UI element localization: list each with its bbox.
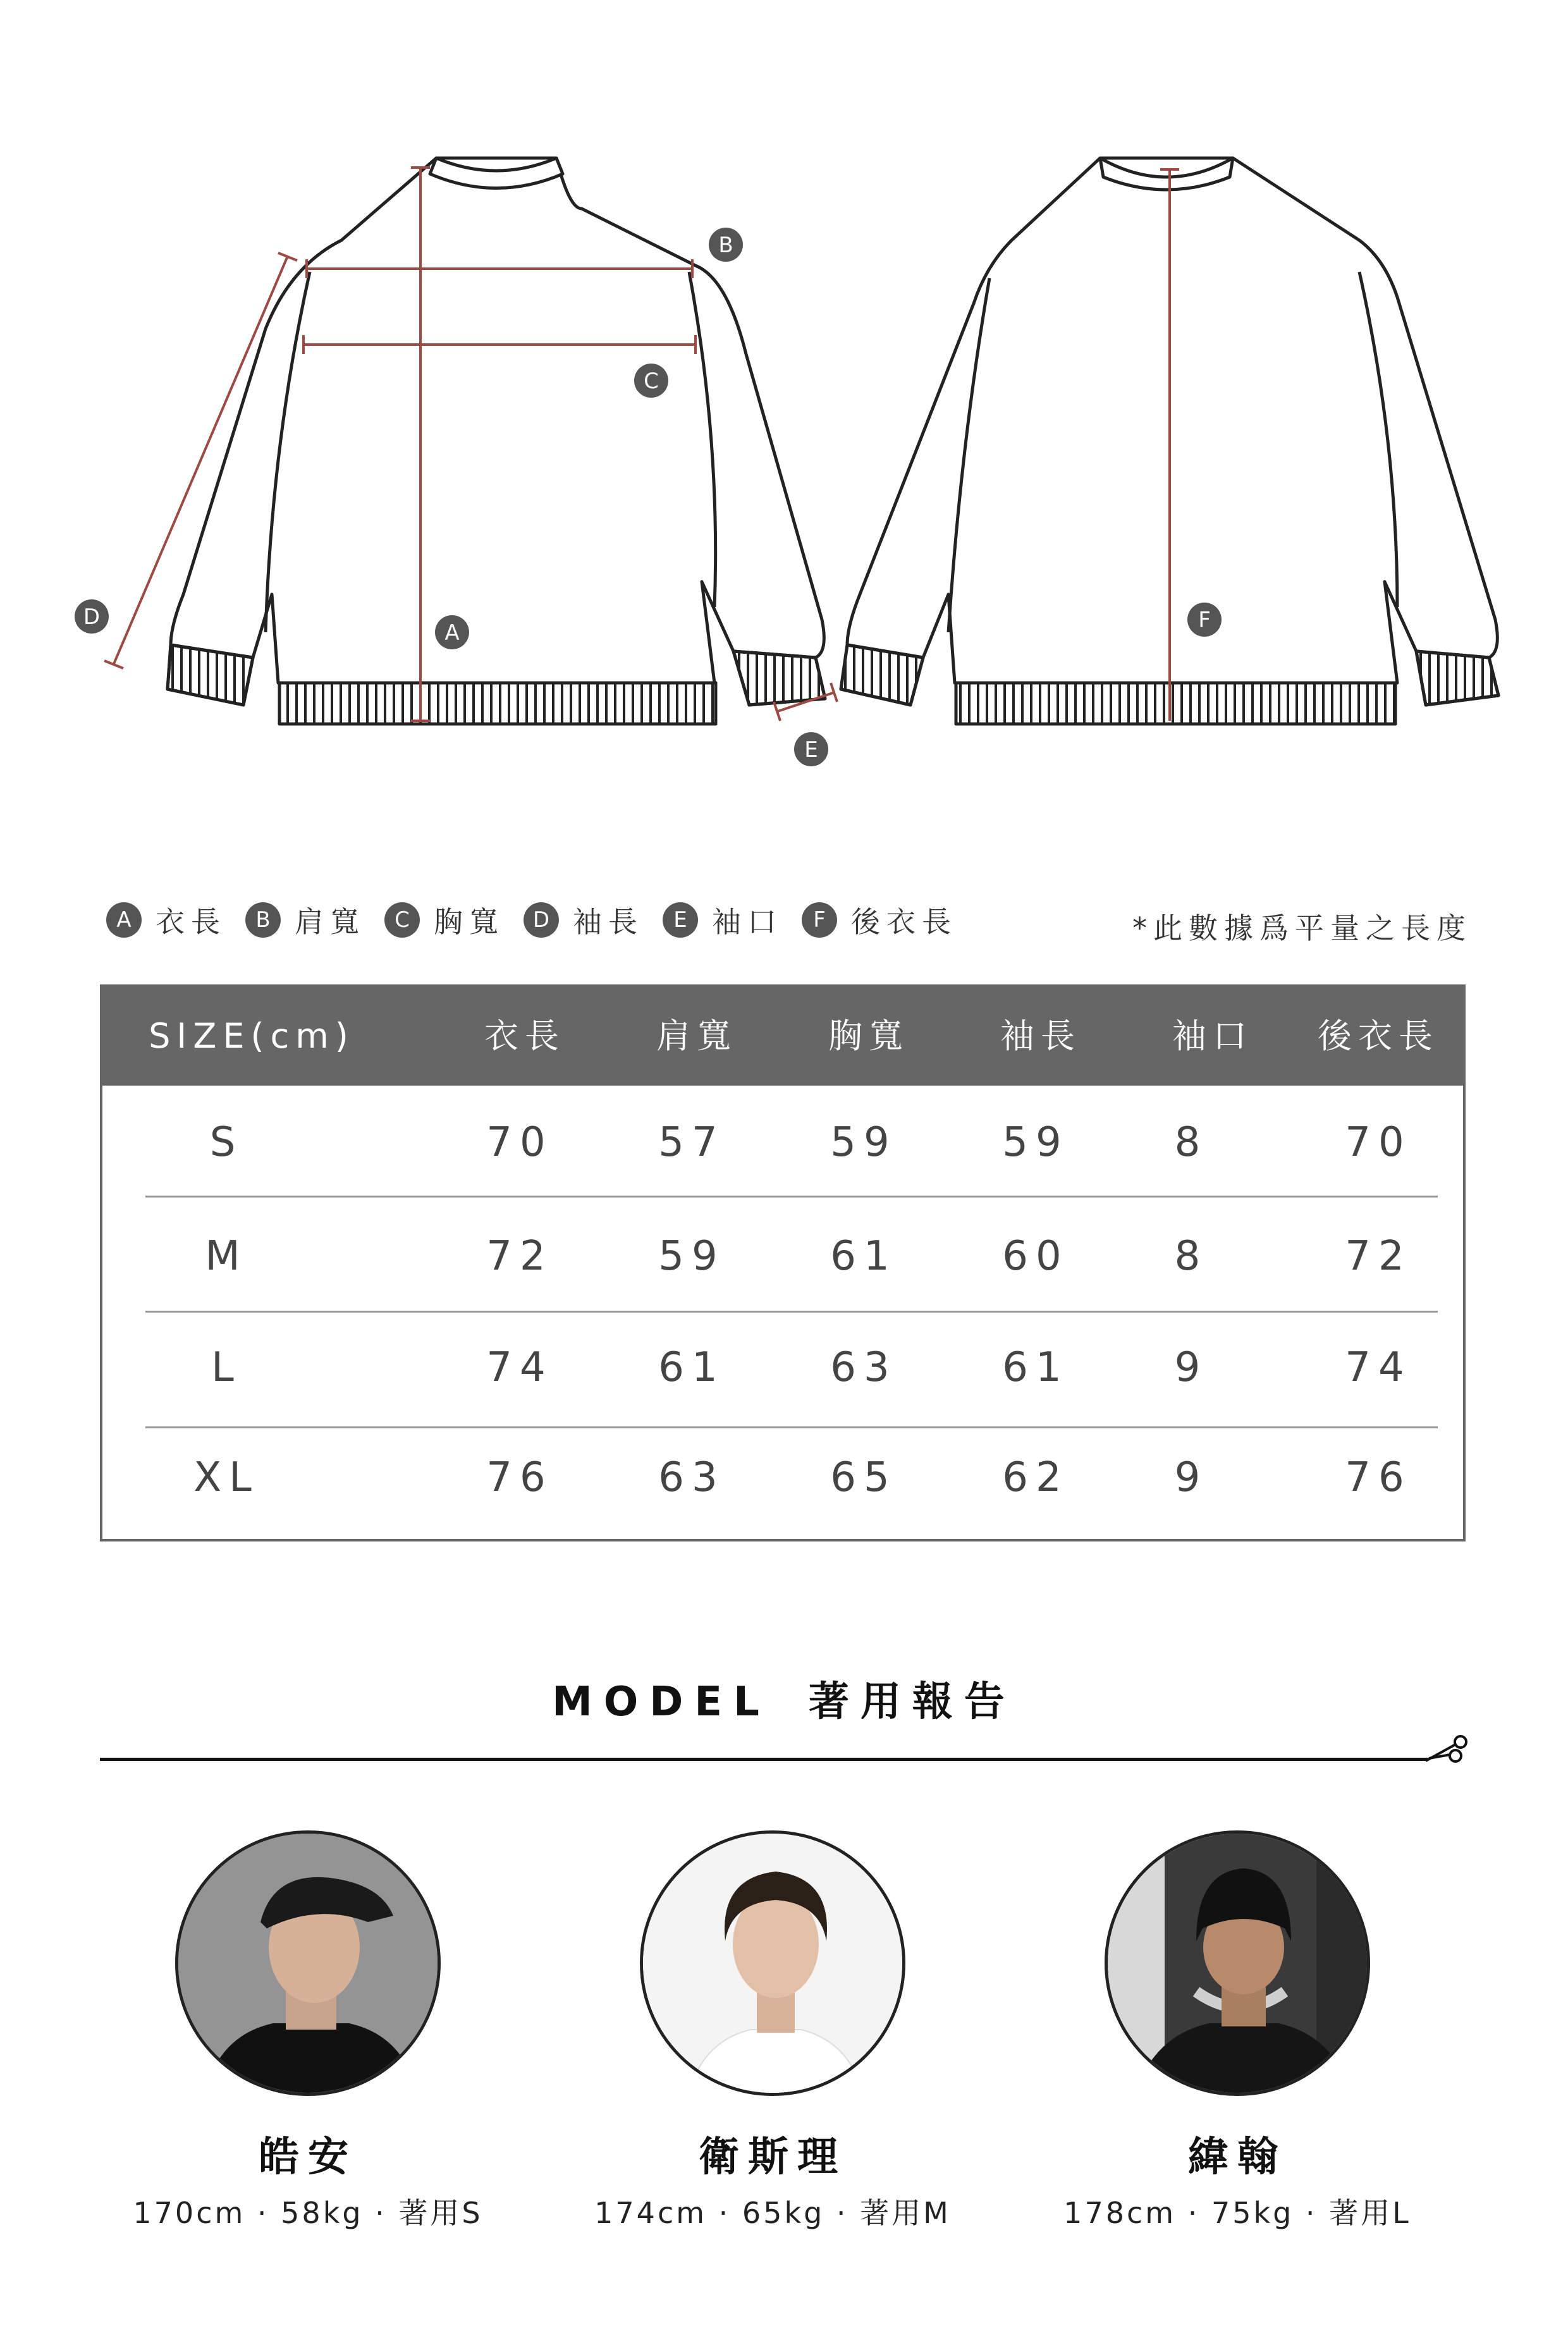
model-photo-3 <box>1105 1830 1370 2096</box>
model-title-en: MODEL <box>552 1679 771 1725</box>
legend-label-e: 袖口 <box>712 905 783 939</box>
cell-size: L <box>211 1344 242 1391</box>
svg-text:A: A <box>444 620 460 646</box>
cell-cuff: 9 <box>1174 1454 1208 1501</box>
cell-sleeve: 61 <box>1002 1344 1069 1391</box>
model-name-3: 緯翰 <box>1188 2134 1287 2181</box>
cell-back-length: 76 <box>1345 1454 1412 1501</box>
cell-shoulder: 59 <box>658 1233 725 1280</box>
measurement-legend <box>106 892 1472 948</box>
legend-badge-b: B <box>245 902 281 938</box>
model-title-zh: 著用報告 <box>808 1679 1016 1725</box>
model-stats-3: 178cm · 75kg · 著用L <box>1063 2196 1411 2230</box>
cell-shoulder: 57 <box>658 1119 725 1166</box>
section-divider <box>100 1758 1428 1761</box>
legend-badge-c: C <box>384 902 420 938</box>
model-name-2: 衛斯理 <box>699 2134 847 2181</box>
model-stats-1: 170cm · 58kg · 著用S <box>133 2196 483 2230</box>
legend-badge-d: D <box>524 902 559 938</box>
model-portrait-2 <box>643 1834 905 2096</box>
table-row <box>102 1421 1463 1535</box>
model-card-3 <box>1063 1830 1411 2232</box>
cell-size: XL <box>193 1454 259 1501</box>
model-name-1: 皓安 <box>259 2134 357 2181</box>
cell-length: 70 <box>486 1119 553 1166</box>
marker-c <box>634 364 668 398</box>
cell-cuff: 8 <box>1174 1119 1208 1166</box>
row-divider <box>145 1196 1438 1198</box>
cell-length: 74 <box>486 1344 553 1391</box>
cell-size: M <box>205 1233 248 1280</box>
cell-length: 72 <box>486 1233 553 1280</box>
size-table <box>100 984 1466 1541</box>
legend-label-c: 胸寬 <box>434 905 505 939</box>
svg-text:E: E <box>804 737 818 763</box>
marker-b <box>709 228 743 262</box>
size-table-header <box>102 987 1463 1086</box>
legend-item-c <box>384 899 505 941</box>
legend-label-b: 肩寬 <box>295 905 365 939</box>
table-row <box>102 1311 1463 1425</box>
svg-text:C: C <box>644 369 659 394</box>
header-chest: 胸寬 <box>828 1016 909 1056</box>
legend-label-f: 後衣長 <box>851 905 957 939</box>
legend-label-a: 衣長 <box>156 905 226 939</box>
header-shoulder: 肩寬 <box>656 1016 737 1056</box>
cell-sleeve: 60 <box>1002 1233 1069 1280</box>
scissors-icon <box>1423 1729 1473 1767</box>
model-portrait-3 <box>1108 1834 1370 2096</box>
header-length: 衣長 <box>484 1016 565 1056</box>
measurement-note: *此數據爲平量之長度 <box>1132 911 1472 945</box>
cell-back-length: 70 <box>1345 1119 1412 1166</box>
cell-chest: 61 <box>830 1233 897 1280</box>
model-section-title <box>0 1669 1568 1727</box>
cell-length: 76 <box>486 1454 553 1501</box>
cell-shoulder: 61 <box>658 1344 725 1391</box>
model-portrait-1 <box>178 1834 441 2096</box>
legend-item-a <box>106 899 226 941</box>
marker-f <box>1187 603 1222 637</box>
cell-cuff: 8 <box>1174 1233 1208 1280</box>
svg-text:B: B <box>718 233 733 258</box>
cell-chest: 65 <box>830 1454 897 1501</box>
cell-chest: 59 <box>830 1119 897 1166</box>
marker-a <box>435 615 469 649</box>
cell-size: S <box>209 1119 243 1166</box>
marker-e <box>794 732 828 766</box>
svg-text:D: D <box>83 604 101 630</box>
legend-item-d <box>524 899 644 941</box>
cell-shoulder: 63 <box>658 1454 725 1501</box>
header-sleeve: 袖長 <box>1000 1016 1081 1056</box>
cell-back-length: 72 <box>1345 1233 1412 1280</box>
model-photo-1 <box>175 1830 441 2096</box>
svg-text:F: F <box>1198 608 1211 633</box>
garment-measurement-diagram <box>0 0 1568 816</box>
cell-chest: 63 <box>830 1344 897 1391</box>
legend-badge-a: A <box>106 902 142 938</box>
cell-cuff: 9 <box>1174 1344 1208 1391</box>
header-cuff: 袖口 <box>1172 1016 1253 1056</box>
marker-d <box>75 599 109 634</box>
cell-sleeve: 59 <box>1002 1119 1069 1166</box>
legend-item-f <box>802 899 957 941</box>
header-back-length: 後衣長 <box>1318 1016 1439 1056</box>
model-card-2 <box>594 1830 951 2232</box>
header-size: SIZE(cm) <box>149 1016 355 1056</box>
model-stats-2: 174cm · 65kg · 著用M <box>594 2196 951 2230</box>
model-card-1 <box>133 1830 483 2232</box>
table-row <box>102 1086 1463 1199</box>
cell-back-length: 74 <box>1345 1344 1412 1391</box>
cell-sleeve: 62 <box>1002 1454 1069 1501</box>
legend-item-e <box>663 899 783 941</box>
legend-badge-e: E <box>663 902 698 938</box>
legend-badge-f: F <box>802 902 837 938</box>
model-photo-2 <box>640 1830 905 2096</box>
legend-label-d: 袖長 <box>573 905 644 939</box>
legend-item-b <box>245 899 365 941</box>
table-row <box>102 1199 1463 1313</box>
